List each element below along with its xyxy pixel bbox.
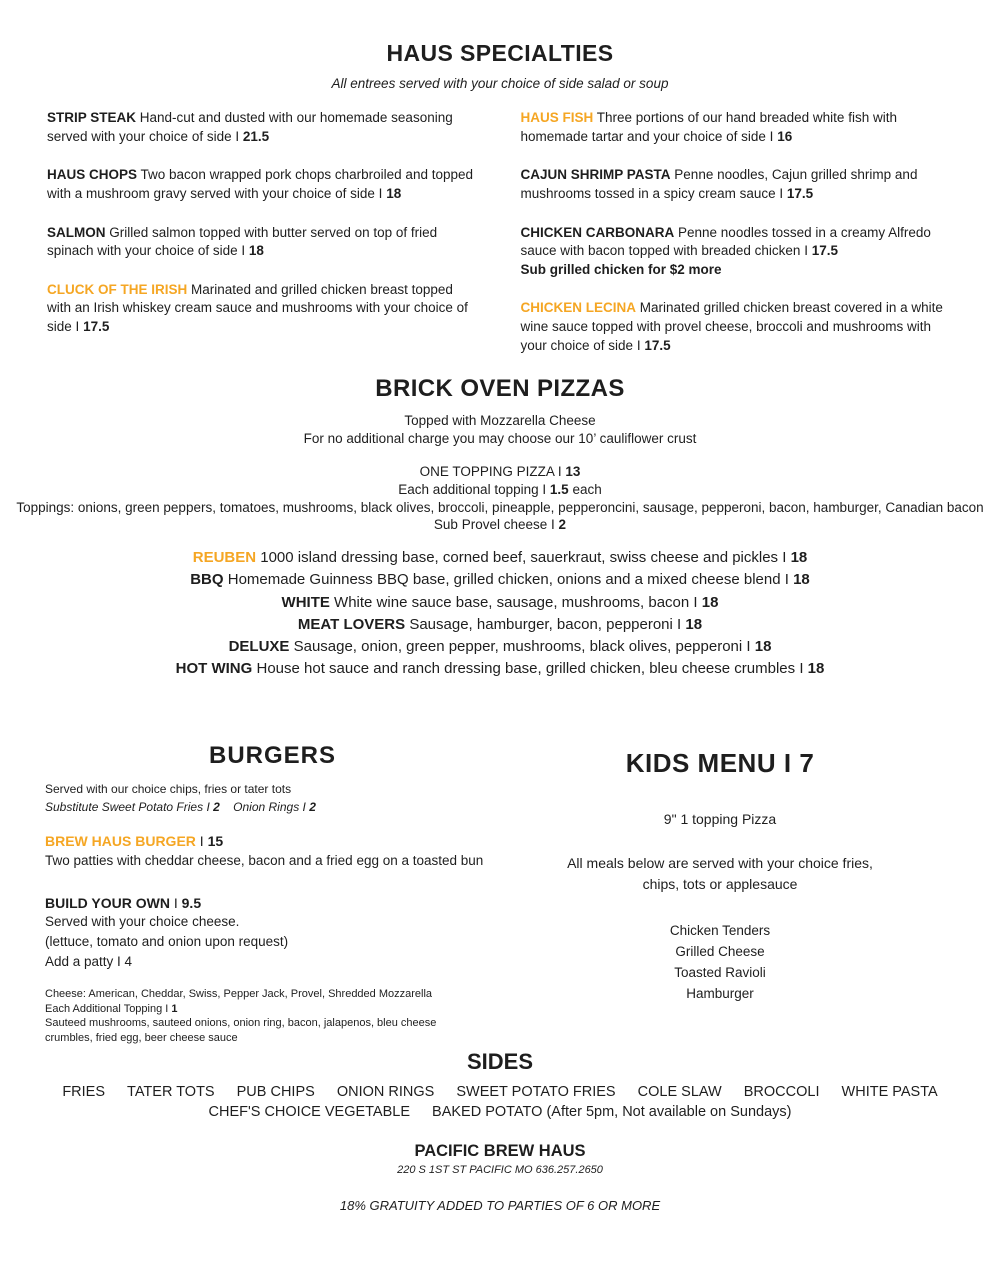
kids-menu-price: 7 <box>799 748 815 779</box>
additional-topping-label: Each Additional Topping <box>45 1002 163 1015</box>
item-name: REUBEN <box>192 549 257 567</box>
item-name: SALMON <box>47 224 106 240</box>
item-name: STRIP STEAK <box>47 110 137 125</box>
pizza-item-bbq <box>0 569 1000 591</box>
price-separator: I <box>693 593 698 611</box>
additional-topping-price: 1 <box>171 1002 178 1015</box>
pizza-item-deluxe <box>0 636 1000 658</box>
price-separator: I <box>165 1002 169 1015</box>
item-price: 18 <box>790 549 808 567</box>
item-price: 17.5 <box>786 185 814 201</box>
burgers-fine-print <box>45 987 465 1045</box>
price-separator: I <box>557 463 562 479</box>
menu-item-cluck-of-the-irish <box>47 281 475 337</box>
kids-item: Chicken Tenders <box>669 923 771 939</box>
item-desc: Marinated and grilled chicken breast topped with an Irish whiskey cream sauce and mushrooms with your choice of side <box>47 281 468 334</box>
item-name: BUILD YOUR OWN <box>45 895 170 912</box>
price-separator: I <box>779 185 784 201</box>
pizzas-section <box>0 375 1000 680</box>
price-separator: I <box>235 128 240 144</box>
item-price: 18 <box>754 637 772 655</box>
sides-title: SIDES <box>466 1049 534 1075</box>
item-price: 18 <box>386 185 402 201</box>
kids-pizza-line: 9" 1 topping Pizza <box>663 811 777 828</box>
one-topping-price: 13 <box>565 463 581 479</box>
item-name: CLUCK OF THE IRISH <box>47 281 188 297</box>
menu-item-build-your-own <box>45 894 500 912</box>
price-separator: I <box>677 615 682 633</box>
kids-menu-section <box>500 742 940 1045</box>
menu-item-brew-haus-burger <box>45 832 500 850</box>
kids-menu-label: KIDS MENU <box>625 748 777 779</box>
pizza-item-hot-wing <box>0 658 1000 680</box>
side-item: FRIES <box>62 1084 106 1101</box>
sub-provel-label: Sub Provel cheese <box>433 517 548 533</box>
item-desc: Penne noodles, Cajun grilled shrimp and mushrooms tossed in a spicy cream sauce <box>520 167 918 201</box>
price-separator: I <box>378 185 383 201</box>
specialties-right-column <box>521 109 949 375</box>
footer <box>0 1142 1000 1213</box>
price-separator: I <box>804 243 808 259</box>
item-price: 16 <box>777 128 793 144</box>
item-price: 17.5 <box>644 337 671 353</box>
item-price: 18 <box>248 243 264 259</box>
price-separator: I <box>551 517 555 533</box>
kids-menu-title <box>500 748 940 779</box>
build-your-own-line: Add a patty I 4 <box>45 953 133 969</box>
side-item: BROCCOLI <box>743 1084 820 1101</box>
menu-item-strip-steak <box>47 109 475 146</box>
item-price: 18 <box>701 593 719 611</box>
price-separator: I <box>784 571 789 589</box>
item-note: Sub grilled chicken for $2 more <box>520 261 722 277</box>
item-name: CHICKEN CARBONARA <box>520 224 675 240</box>
item-desc: Two bacon wrapped pork chops charbroiled and topped with a mushroom gravy served with your choice of side <box>47 167 474 201</box>
burger-toppings-list: Sauteed mushrooms, sauteed onions, onion ring, bacon, jalapenos, bleu cheese crumbles, fried egg, beer cheese sauce <box>45 1017 437 1044</box>
side-item: SWEET POTATO FRIES <box>456 1084 616 1101</box>
sub-provel-price: 2 <box>558 517 567 533</box>
menu-item-haus-chops <box>47 166 475 203</box>
specialties-title: HAUS SPECIALTIES <box>386 40 614 66</box>
pizzas-subtitle-1: Topped with Mozzarella Cheese <box>404 413 596 429</box>
one-topping-label: ONE TOPPING PIZZA <box>419 463 555 479</box>
side-item: PUB CHIPS <box>236 1084 315 1101</box>
side-item: CHEF'S CHOICE VEGETABLE <box>208 1104 411 1121</box>
kids-item: Hamburger <box>686 986 754 1002</box>
menu-item-chicken-carbonara <box>521 224 949 280</box>
item-name: BBQ <box>190 571 224 589</box>
side-item: ONION RINGS <box>336 1084 435 1101</box>
item-desc: Sausage, onion, green pepper, mushrooms, black olives, pepperoni <box>293 637 743 655</box>
item-desc: 1000 island dressing base, corned beef, sauerkraut, swiss cheese and pickles <box>260 549 779 567</box>
side-item: BAKED POTATO (After 5pm, Not available on Sundays) <box>432 1104 792 1121</box>
kids-item: Grilled Cheese <box>675 944 765 960</box>
item-name: WHITE <box>281 593 330 611</box>
item-price: 18 <box>807 660 825 678</box>
item-name: CHICKEN LECINA <box>520 300 637 316</box>
substitute-fries-label: Substitute Sweet Potato Fries <box>45 800 204 815</box>
onion-rings-price: 2 <box>309 800 316 815</box>
item-price: 18 <box>685 615 703 633</box>
substitute-fries-price: 2 <box>213 800 220 815</box>
side-item: COLE SLAW <box>637 1084 722 1101</box>
item-desc: White wine sauce base, sausage, mushrooms, bacon <box>334 593 690 611</box>
price-separator: I <box>173 895 178 912</box>
burgers-section <box>45 742 500 1045</box>
sides-section <box>0 1049 1000 1120</box>
item-price: 9.5 <box>181 895 202 912</box>
price-separator: I <box>542 481 547 497</box>
item-name: CAJUN SHRIMP PASTA <box>520 167 671 183</box>
item-name: HAUS FISH <box>520 110 594 125</box>
specialties-grid <box>0 91 1000 375</box>
price-separator: I <box>782 549 787 567</box>
burgers-subtitle: Served with our choice chips, fries or tater tots <box>45 782 292 797</box>
price-separator: I <box>783 748 792 779</box>
item-price: 21.5 <box>242 128 270 144</box>
additional-topping-label: Each additional topping <box>398 481 539 497</box>
item-name: HAUS CHOPS <box>47 167 138 183</box>
price-separator: I <box>746 637 751 655</box>
item-name: DELUXE <box>228 637 290 655</box>
restaurant-address: 220 S 1ST ST PACIFIC MO 636.257.2650 <box>397 1164 603 1177</box>
item-price: 18 <box>793 571 810 589</box>
one-topping-line <box>0 463 1000 481</box>
additional-topping-suffix: each <box>572 481 602 497</box>
build-your-own-line: Served with your choice cheese. <box>45 914 240 930</box>
pizza-item-meat-lovers <box>0 614 1000 636</box>
pizzas-list <box>0 547 1000 680</box>
cheese-options: Cheese: American, Cheddar, Swiss, Pepper Jack, Provel, Shredded Mozzarella <box>45 988 433 1001</box>
item-desc: Marinated grilled chicken breast covered in a white wine sauce topped with provel cheese, broccoli and mushrooms with your choice of side <box>520 300 943 353</box>
pizzas-subtitle-2: For no additional charge you may choose our 10’ cauliflower crust <box>303 431 697 447</box>
item-name: HOT WING <box>175 660 253 678</box>
menu-item-salmon <box>47 224 475 261</box>
item-desc: Sausage, hamburger, bacon, pepperoni <box>409 615 673 633</box>
price-separator: I <box>302 800 306 815</box>
sides-row-1 <box>0 1084 1000 1100</box>
burgers-substitutions-line <box>45 800 500 814</box>
specialties-left-column <box>47 109 475 375</box>
toppings-list: Toppings: onions, green peppers, tomatoes, mushrooms, black olives, broccoli, pineapple, pepperoncini, sausage, pepperoni, bacon, hamburger, Canadian bacon <box>16 499 984 515</box>
pizza-item-white <box>0 592 1000 614</box>
item-desc: Three portions of our hand breaded white fish with homemade tartar and your choice of side <box>520 110 897 144</box>
item-price: 17.5 <box>811 243 839 259</box>
item-desc: Homemade Guinness BBQ base, grilled chicken, onions and a mixed cheese blend <box>227 571 781 589</box>
item-price: 15 <box>207 833 224 850</box>
item-price: 17.5 <box>83 319 110 334</box>
price-separator: I <box>769 128 774 144</box>
restaurant-name: PACIFIC BREW HAUS <box>414 1142 586 1161</box>
gratuity-note: 18% GRATUITY ADDED TO PARTIES OF 6 OR MORE <box>339 1198 661 1214</box>
item-desc: Grilled salmon topped with butter served on top of fried spinach with your choice of side <box>47 224 438 259</box>
price-separator: I <box>206 800 210 815</box>
burgers-kids-section <box>0 742 1000 1045</box>
side-item: WHITE PASTA <box>841 1084 938 1101</box>
item-name: MEAT LOVERS <box>297 615 406 633</box>
price-separator: I <box>75 319 80 334</box>
pizzas-title: BRICK OVEN PIZZAS <box>375 375 625 403</box>
price-separator: I <box>636 337 641 353</box>
pizza-item-reuben <box>0 547 1000 569</box>
menu-item-haus-fish <box>521 109 949 146</box>
kids-items-list <box>500 921 940 1005</box>
kids-item: Toasted Ravioli <box>674 965 766 981</box>
build-your-own-line: (lettuce, tomato and onion upon request) <box>45 933 289 949</box>
item-name: BREW HAUS BURGER <box>45 833 196 850</box>
additional-topping-line <box>0 481 1000 499</box>
pizzas-pricing <box>0 463 1000 534</box>
price-separator: I <box>799 660 804 678</box>
additional-topping-price: 1.5 <box>549 481 569 497</box>
price-separator: I <box>241 243 246 259</box>
menu-item-cajun-shrimp-pasta <box>521 166 949 203</box>
kids-note: All meals below are served with your choice fries, chips, tots or applesauce <box>567 855 873 893</box>
specialties-subtitle: All entrees served with your choice of side salad or soup <box>331 76 669 91</box>
item-desc: Penne noodles tossed in a creamy Alfredo sauce with bacon topped with breaded chicken <box>520 224 931 259</box>
item-desc: Hand-cut and dusted with our homemade seasoning served with your choice of side <box>47 110 453 144</box>
additional-topping-line <box>45 1002 465 1017</box>
sides-row-2 <box>0 1104 1000 1120</box>
brew-haus-burger-desc: Two patties with cheddar cheese, bacon and a fried egg on a toasted bun <box>45 852 484 868</box>
onion-rings-label: Onion Rings <box>233 800 300 815</box>
side-item: TATER TOTS <box>127 1084 215 1101</box>
sub-provel-line <box>0 516 1000 534</box>
item-desc: House hot sauce and ranch dressing base, grilled chicken, bleu cheese crumbles <box>256 660 796 678</box>
burgers-title: BURGERS <box>208 742 336 770</box>
price-separator: I <box>199 833 204 850</box>
menu-item-chicken-lecina <box>521 299 949 355</box>
